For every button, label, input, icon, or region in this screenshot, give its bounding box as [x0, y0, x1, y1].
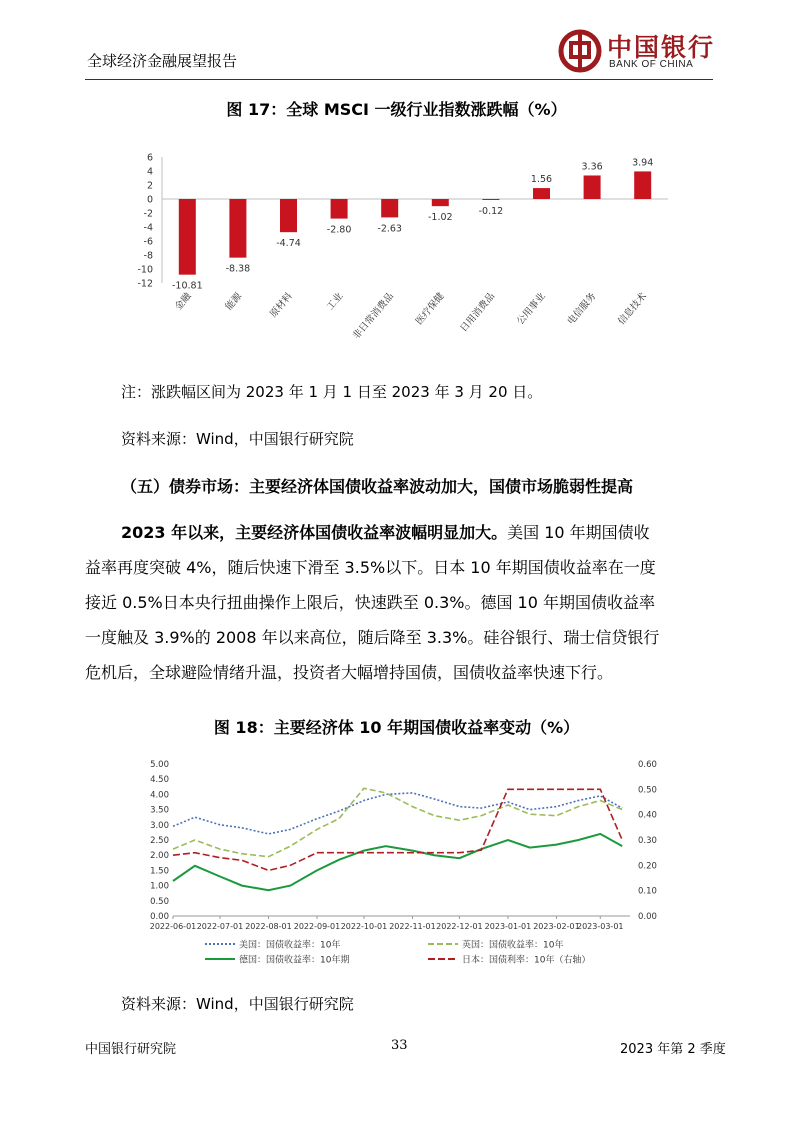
data-label: -4.74 [276, 238, 301, 250]
bar-2 [229, 199, 246, 258]
x-tick-label: 2022-08-01 [245, 922, 292, 931]
data-label: -8.38 [225, 263, 251, 275]
right-y-tick-label: 0.60 [638, 760, 657, 770]
footer-quarter: 2023 年第 2 季度 [620, 1042, 726, 1057]
data-label: 3.36 [581, 161, 603, 173]
bar-1 [179, 199, 196, 275]
y-tick-label: 4 [146, 166, 153, 178]
left-y-tick-label: 1.50 [150, 866, 169, 877]
category-label: 非日常消费品 [350, 290, 396, 342]
right-y-tick-label: 0.00 [638, 912, 657, 922]
figure-18-chart [0, 752, 793, 982]
category-label: 公用事业 [514, 290, 548, 328]
y-tick-label: -12 [137, 278, 153, 290]
bar-6 [432, 199, 449, 206]
figure-17-note: 注：涨跌幅区间为 2023 年 1 月 1 日至 2023 年 3 月 20 日。 [121, 383, 543, 401]
footer-org: 中国银行研究院 [85, 1042, 177, 1057]
left-y-tick-label: 0.50 [150, 896, 169, 907]
right-y-tick-label: 0.40 [638, 810, 657, 821]
body-paragraph [85, 515, 725, 690]
section-heading: （五）债券市场：主要经济体国债收益率波动加大，国债市场脆弱性提高 [121, 477, 634, 496]
left-y-tick-label: 1.00 [150, 881, 169, 892]
paragraph-line-1-rest: 美国 10 年期国债收 [507, 523, 650, 542]
bank-logo-icon [557, 28, 603, 74]
figure-18-title: 图 18：主要经济体 10 年期国债收益率变动（%） [213, 718, 580, 737]
left-y-tick-label: 0.00 [150, 912, 169, 922]
bar-10 [634, 171, 651, 199]
x-tick-label: 2023-01-01 [484, 922, 532, 931]
series-line-4 [173, 789, 622, 870]
category-label: 原材料 [268, 290, 295, 320]
paragraph-line-1 [85, 515, 725, 550]
left-y-tick-label: 3.50 [150, 805, 169, 816]
legend-label: 日本：国债利率：10年（右轴） [462, 955, 591, 966]
logo-text-en: BANK OF CHINA [609, 59, 694, 70]
header-title: 全球经济金融展望报告 [87, 52, 238, 70]
figure-17-title: 图 17：全球 MSCI 一级行业指数涨跌幅（%） [226, 100, 567, 119]
y-tick-label: 2 [146, 180, 153, 192]
data-label: 1.56 [530, 174, 553, 186]
legend-label: 德国：国债收益率：10年期 [239, 955, 350, 966]
x-tick-label: 2022-12-01 [436, 922, 483, 931]
x-tick-label: 2022-09-01 [293, 922, 341, 931]
y-tick-label: -10 [137, 264, 153, 276]
category-label: 医疗保健 [413, 290, 447, 328]
data-label: -10.81 [171, 280, 203, 292]
right-y-tick-label: 0.20 [638, 861, 657, 872]
bar-7 [482, 199, 499, 200]
left-y-tick-label: 3.00 [150, 820, 169, 831]
category-label: 信息技术 [616, 290, 649, 328]
bar-8 [533, 188, 550, 199]
paragraph-line-3: 接近 0.5%日本央行扭曲操作上限后，快速跌至 0.3%。德国 10 年期国债收益率 [85, 593, 656, 612]
data-label: -2.80 [326, 224, 352, 236]
y-tick-label: 0 [146, 194, 153, 206]
x-tick-label: 2022-07-01 [196, 922, 244, 931]
data-label: -0.12 [478, 205, 504, 217]
header-divider [85, 79, 713, 80]
bar-5 [381, 199, 398, 217]
figure-17-source: 资料来源：Wind，中国银行研究院 [121, 430, 354, 448]
bar-4 [331, 199, 348, 219]
paragraph-lead: 2023 年以来，主要经济体国债收益率波幅明显加大。 [121, 523, 508, 542]
category-label: 金融 [172, 290, 194, 313]
category-label: 能源 [223, 290, 245, 313]
bank-logo [557, 26, 717, 76]
logo-text-cn: 中国银行 [607, 33, 716, 62]
data-label: 3.94 [632, 157, 654, 169]
y-tick-label: -4 [143, 222, 153, 234]
left-y-tick-label: 4.00 [150, 790, 169, 801]
left-y-tick-label: 5.00 [150, 760, 169, 770]
legend-label: 美国：国债收益率：10年 [239, 940, 341, 951]
left-y-tick-label: 2.50 [150, 836, 169, 846]
right-y-tick-label: 0.30 [638, 836, 657, 846]
series-line-2 [173, 788, 622, 856]
data-label: -2.63 [377, 223, 402, 235]
y-tick-label: -8 [143, 250, 153, 262]
figure-18-source: 资料来源：Wind，中国银行研究院 [121, 995, 354, 1013]
x-tick-label: 2022-11-01 [389, 922, 436, 931]
left-y-tick-label: 4.50 [150, 775, 169, 786]
y-tick-label: -2 [143, 208, 153, 220]
bar-3 [280, 199, 297, 232]
x-tick-label: 2022-06-01 [149, 922, 197, 931]
x-tick-label: 2022-10-01 [340, 922, 388, 931]
paragraph-line-5: 危机后，全球避险情绪升温，投资者大幅增持国债，国债收益率快速下行。 [85, 663, 614, 682]
x-tick-label: 2023-03-01 [577, 922, 624, 931]
y-tick-label: -6 [143, 236, 153, 248]
series-line-3 [173, 834, 622, 890]
paragraph-line-2: 益率再度突破 4%，随后快速下滑至 3.5%以下。日本 10 年期国债收益率在一度 [85, 558, 656, 577]
left-y-tick-label: 2.00 [150, 851, 169, 862]
right-y-tick-label: 0.10 [638, 886, 657, 897]
legend-label: 英国：国债收益率：10年 [462, 940, 564, 951]
data-label: -1.02 [428, 212, 453, 224]
figure-17-chart [0, 140, 793, 400]
right-y-tick-label: 0.50 [638, 785, 657, 796]
category-label: 工业 [324, 290, 346, 313]
bar-9 [584, 175, 601, 199]
category-label: 日用消费品 [458, 290, 498, 335]
category-label: 电信服务 [565, 290, 599, 328]
y-tick-label: 6 [146, 152, 153, 164]
footer-page-number: 33 [391, 1038, 408, 1053]
paragraph-line-4: 一度触及 3.9%的 2008 年以来高位，随后降至 3.3%。硅谷银行、瑞士信贷银行 [85, 628, 660, 647]
x-tick-label: 2023-02-01 [533, 922, 580, 931]
